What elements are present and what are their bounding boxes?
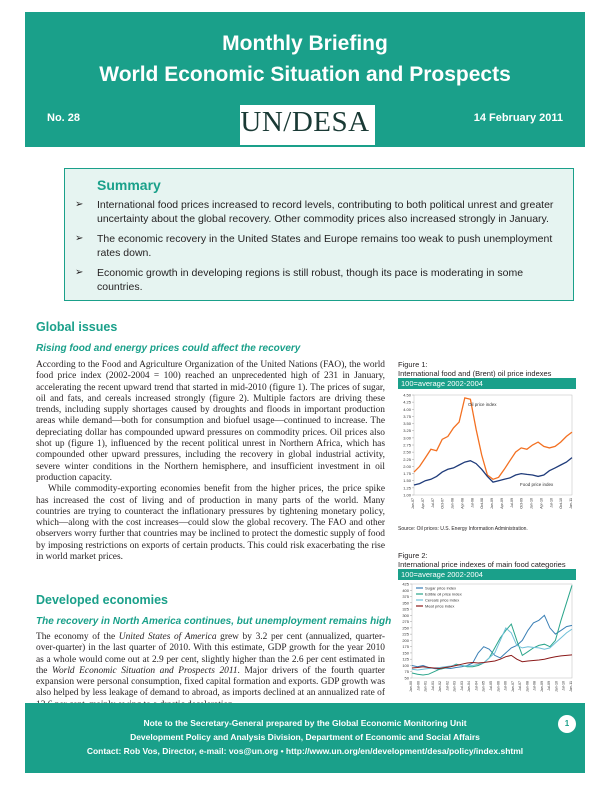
x-tick-label: Jan-06 xyxy=(496,681,501,692)
x-tick-label: Jul-03 xyxy=(459,681,464,691)
x-tick-label: Jul-08 xyxy=(470,498,475,508)
y-tick-label: 225 xyxy=(402,631,409,637)
un-desa-logo: UN/DESA xyxy=(240,106,370,138)
x-tick-label: Jul-10 xyxy=(549,498,554,508)
y-tick-label: 300 xyxy=(402,612,409,618)
summary-list xyxy=(75,198,565,300)
figure-1-source: Source: Oil prices: U.S. Energy Information Administration. xyxy=(398,526,528,532)
summary-item-text: The economic recovery in the United States and Europe remains too weak to push unemployment rates down. xyxy=(97,233,553,259)
paragraph: The economy of the United States of America grew by 3.2 per cent (annualized, quarter-over-quarter) in the last quarter of 2010. With this estimate, GDP growth for the year 2010 as a whole would come out at 2.9 per cent, slightly higher than the 2.6 per cent estimated in the World Economic Situation and Prospects 2011. Major drivers of the fourth quarter expansion were personal consumption, fixed capital formation and exports. GDP growth was also helped by less leakage of demand to abroad, as imports declined at an annualized rate of xyxy=(36,632,386,699)
summary-item xyxy=(75,198,565,226)
y-tick-label: 200 xyxy=(402,637,409,643)
figure-2-chart xyxy=(398,580,576,702)
y-tick-label: 125 xyxy=(402,656,409,662)
subheading-food-energy: Rising food and energy prices could affect the recovery xyxy=(36,343,301,354)
figure-1-title: International food and (Brent) oil price indexes xyxy=(398,369,552,378)
global-issues-text xyxy=(36,360,385,563)
summary-item xyxy=(75,232,565,260)
issue-number: No. 28 xyxy=(47,112,81,124)
x-tick-label: Jul-06 xyxy=(503,681,508,691)
legend-label: Cereals price index xyxy=(425,597,460,603)
x-tick-label: Jan-02 xyxy=(438,681,443,692)
y-tick-label: 375 xyxy=(402,594,409,600)
y-tick-label: 100 xyxy=(402,662,409,668)
header-banner xyxy=(25,12,585,147)
x-tick-label: Jul-10 xyxy=(561,681,566,691)
figure-2-label: Figure 2: xyxy=(398,551,428,560)
footer-line-2: Development Policy and Analysis Division, Department of Economic and Social Affairs xyxy=(130,732,480,742)
figure-2 xyxy=(398,551,576,713)
developed-economies-text xyxy=(36,632,385,698)
title-line-1: Monthly Briefing xyxy=(222,32,388,55)
figure-1-band: 100=average 2002-2004 xyxy=(398,378,576,389)
x-tick-label: Jul-01 xyxy=(430,681,435,691)
y-tick-label: 3.50 xyxy=(403,421,411,427)
x-tick-label: Jan-09 xyxy=(539,681,544,692)
y-tick-label: 4.50 xyxy=(403,392,411,398)
x-tick-label: Jan-10 xyxy=(529,498,534,509)
x-tick-label: Oct-07 xyxy=(440,498,445,509)
y-tick-label: 325 xyxy=(402,606,409,612)
x-tick-label: Jan-11 xyxy=(569,681,573,692)
y-tick-label: 3.75 xyxy=(403,413,411,419)
y-tick-label: 1.75 xyxy=(403,471,411,477)
x-tick-label: Jan-09 xyxy=(490,498,494,509)
x-tick-label: Jul-07 xyxy=(518,681,523,691)
x-tick-label: Jul-05 xyxy=(489,681,493,691)
y-tick-label: 425 xyxy=(402,581,409,587)
footer-line-3: Contact: Rob Vos, Director, e-mail: vos@un.org • http://www.un.org/en/development/desa/policy/index.shtml xyxy=(86,746,524,756)
figure-1-label: Figure 1: xyxy=(398,360,428,369)
series-label-food: Food price index xyxy=(520,482,554,487)
y-tick-label: 1.25 xyxy=(403,485,411,491)
title-line-2: World Economic Situation and Prospects xyxy=(99,63,511,86)
x-tick-label: Jul-08 xyxy=(532,681,537,691)
summary-item-text: International food prices increased to record levels, contributing to both political unrest and greater uncertainty about the global recovery. Other commodity prices also increased strongly in January. xyxy=(97,199,554,225)
legend-label: Edible oil price index xyxy=(425,591,462,597)
y-tick-label: 150 xyxy=(402,650,409,656)
summary-heading: Summary xyxy=(97,177,161,193)
legend-label: Meat price index xyxy=(425,603,455,609)
legend-label: Sugar price index xyxy=(425,585,457,591)
y-tick-label: 400 xyxy=(402,587,409,593)
x-tick-label: Apr-07 xyxy=(420,498,425,509)
x-tick-label: Jul-09 xyxy=(547,681,552,691)
figure-2-title: International price indexes of main food categories xyxy=(398,560,566,569)
x-tick-label: Oct-09 xyxy=(519,498,524,509)
arrow-bullet-icon: ➢ xyxy=(75,233,84,244)
x-tick-label: Jan-05 xyxy=(481,681,486,692)
x-tick-label: Apr-09 xyxy=(499,498,504,509)
x-tick-label: Apr-10 xyxy=(539,498,544,509)
x-tick-label: Jul-04 xyxy=(474,681,479,691)
y-tick-label: 1.50 xyxy=(403,478,411,484)
x-tick-label: Jan-01 xyxy=(423,681,428,692)
footer-line-1: Note to the Secretary-General prepared by the Global Economic Monitoring Unit xyxy=(143,718,467,728)
paragraph: While commodity-exporting economies benefit from the higher prices, the price spike has increased the cost of living and of production in many parts of the world. Many countries are trying to counteract the inflationary pressures by tightening monetary policy, which—along with the cost increases—could slow the global recovery. The FAO and other observers worry further that countries may be inclined to protect the domestic supply of food by imposing restrictions on exports of certain products. This could risk exacerbating the rise in world market prices. xyxy=(36,484,385,563)
summary-box xyxy=(64,168,574,301)
x-tick-label: Jan-07 xyxy=(411,498,415,509)
x-tick-label: Jul-00 xyxy=(416,681,421,691)
section-heading-developed: Developed economies xyxy=(36,593,168,607)
y-tick-label: 4.25 xyxy=(403,399,411,405)
y-tick-label: 2.50 xyxy=(403,449,411,455)
summary-item xyxy=(75,266,565,294)
y-tick-label: 50 xyxy=(404,675,409,681)
y-tick-label: 350 xyxy=(402,600,409,606)
arrow-bullet-icon: ➢ xyxy=(75,267,84,278)
y-tick-label: 2.00 xyxy=(403,463,411,469)
y-tick-label: 2.75 xyxy=(403,442,411,448)
x-tick-label: Apr-08 xyxy=(460,498,465,509)
y-tick-label: 75 xyxy=(404,669,409,675)
x-tick-label: Jan-08 xyxy=(450,498,455,509)
footer-banner xyxy=(25,703,585,773)
figure-2-band: 100=average 2002-2004 xyxy=(398,569,576,580)
x-tick-label: Oct-08 xyxy=(480,498,485,509)
issue-date: 14 February 2011 xyxy=(473,112,563,124)
page-number: 1 xyxy=(558,715,576,733)
x-tick-label: Jul-02 xyxy=(445,681,450,691)
figure-1-chart xyxy=(398,389,576,521)
y-tick-label: 3.00 xyxy=(403,435,411,441)
x-tick-label: Oct-10 xyxy=(559,498,564,509)
arrow-bullet-icon: ➢ xyxy=(75,199,84,210)
y-tick-label: 175 xyxy=(402,644,409,650)
x-tick-label: Jan-04 xyxy=(467,681,472,692)
x-tick-label: Jul-09 xyxy=(509,498,514,508)
x-tick-label: Jul-07 xyxy=(430,498,435,508)
series-label-oil: Oil price index xyxy=(468,402,497,407)
figure-1 xyxy=(398,360,576,532)
section-heading-global: Global issues xyxy=(36,320,118,334)
y-tick-label: 1.00 xyxy=(403,492,411,498)
y-tick-label: 275 xyxy=(402,619,409,625)
x-tick-label: Jan-07 xyxy=(510,681,515,692)
subheading-north-america: The recovery in North America continues, but unemployment remains high xyxy=(36,616,392,627)
paragraph: According to the Food and Agriculture Organization of the United Nations (FAO), the world food price index (2002-2004 = 100) reached an unprecedented high of 231 in January, accelerating the recent upward trend that started in mid-2010 (figure 1). The prices of sugar, oil and fats, and cereals increased strongly (figure 2). Multiple factors are driving these trends, including supply shortages caused by droughts and floods in important production areas while demand—both for consumption and biofuel usage—continued to increase. The depreciating dollar has compounded upward pressures on commodity prices. Oil prices also shot up (figure 1), influenced by the recent political unrest in Northern Africa, which has compounded other upward pressures, including the recovery in global industrial activity, severe winter conditions in the Northern hemisphere, and insufficient investment in oil production capacity. xyxy=(36,360,385,483)
y-tick-label: 250 xyxy=(402,625,409,631)
plot-area xyxy=(414,395,572,495)
x-tick-label: Jan-10 xyxy=(554,681,559,692)
x-tick-label: Jan-08 xyxy=(525,681,530,692)
x-tick-label: Jan-11 xyxy=(569,498,573,509)
y-tick-label: 4.00 xyxy=(403,406,411,412)
x-tick-label: Jan-00 xyxy=(409,681,413,692)
summary-item-text: Economic growth in developing regions is still robust, though its pace is moderating in some countries. xyxy=(97,267,524,293)
x-tick-label: Jan-03 xyxy=(452,681,457,692)
y-tick-label: 3.25 xyxy=(403,428,411,434)
y-tick-label: 2.25 xyxy=(403,456,411,462)
